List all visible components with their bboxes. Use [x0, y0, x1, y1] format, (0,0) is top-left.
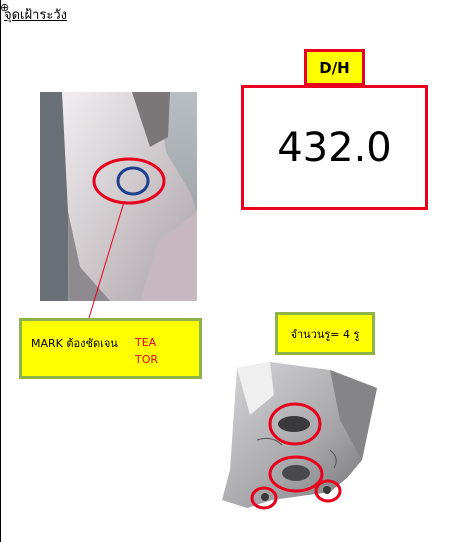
- page-title: จุดเฝ้าระวัง: [4, 8, 68, 23]
- page-left-border: [0, 0, 1, 542]
- hole-count-note: จำนวนรู= 4 รู: [275, 312, 375, 355]
- mark-note-text: MARK ต้องชัดเจน: [31, 337, 118, 350]
- closeup-photo-drawing: [40, 92, 197, 301]
- dh-value: 432.0: [241, 85, 428, 210]
- mark-note-tag-line1: TEA: [135, 336, 157, 349]
- closeup-photo: [40, 92, 197, 301]
- move-cross-icon[interactable]: ⊕: [0, 1, 10, 14]
- bracket-photo-drawing: [212, 360, 387, 520]
- mark-note-box: [19, 318, 202, 379]
- mark-note-tag-line2: TOR: [135, 353, 159, 366]
- dh-label: D/H: [304, 49, 365, 86]
- mark-note-tag: [135, 334, 158, 368]
- bracket-photo: [212, 360, 387, 520]
